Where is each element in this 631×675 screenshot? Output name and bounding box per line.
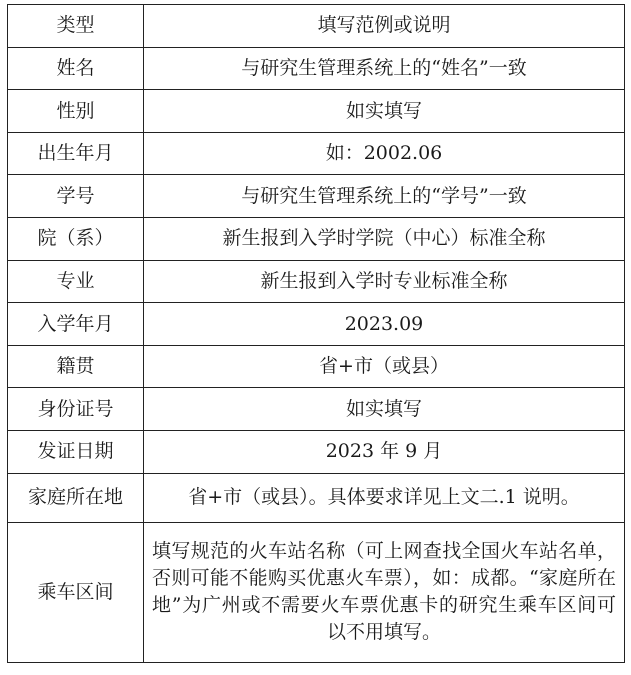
table-row <box>8 217 625 260</box>
form-guidelines-table <box>7 4 625 663</box>
table-row <box>8 388 625 431</box>
table-row <box>8 175 625 218</box>
header-instruction-cell: 填写范例或说明 <box>144 5 625 48</box>
instruction-cell: 如实填写 <box>144 90 625 133</box>
table-row <box>8 345 625 388</box>
instruction-cell: 省+市（或县） <box>144 345 625 388</box>
header-field-cell: 类型 <box>8 5 144 48</box>
field-name-cell: 专业 <box>8 260 144 303</box>
field-name-cell: 籍贯 <box>8 345 144 388</box>
field-name-cell: 性别 <box>8 90 144 133</box>
table-row <box>8 90 625 133</box>
table-row <box>8 522 625 662</box>
table-header-row <box>8 5 625 48</box>
table-row <box>8 430 625 473</box>
table-row <box>8 132 625 175</box>
field-name-cell: 家庭所在地 <box>8 473 144 522</box>
instruction-cell: 2023.09 <box>144 303 625 346</box>
field-name-cell: 乘车区间 <box>8 522 144 662</box>
field-name-cell: 出生年月 <box>8 132 144 175</box>
field-name-cell: 姓名 <box>8 47 144 90</box>
instruction-cell: 填写规范的火车站名称（可上网查找全国火车站名单，否则可能不能购买优惠火车票），如：成都。“家庭所在地”为广州或不需要火车票优惠卡的研究生乘车区间可以不用填写。 <box>144 522 625 662</box>
field-name-cell: 入学年月 <box>8 303 144 346</box>
instruction-cell: 如实填写 <box>144 388 625 431</box>
instruction-cell: 省+市（或县）。具体要求详见上文二.1 说明。 <box>144 473 625 522</box>
table-row <box>8 260 625 303</box>
table-row <box>8 47 625 90</box>
instruction-cell: 2023 年 9 月 <box>144 430 625 473</box>
instruction-cell: 如：2002.06 <box>144 132 625 175</box>
instruction-cell: 与研究生管理系统上的“姓名”一致 <box>144 47 625 90</box>
table-row <box>8 303 625 346</box>
table-row <box>8 473 625 522</box>
instruction-cell: 新生报到入学时学院（中心）标准全称 <box>144 217 625 260</box>
instruction-cell: 与研究生管理系统上的“学号”一致 <box>144 175 625 218</box>
field-name-cell: 学号 <box>8 175 144 218</box>
field-name-cell: 院（系） <box>8 217 144 260</box>
field-name-cell: 身份证号 <box>8 388 144 431</box>
field-name-cell: 发证日期 <box>8 430 144 473</box>
instruction-cell: 新生报到入学时专业标准全称 <box>144 260 625 303</box>
